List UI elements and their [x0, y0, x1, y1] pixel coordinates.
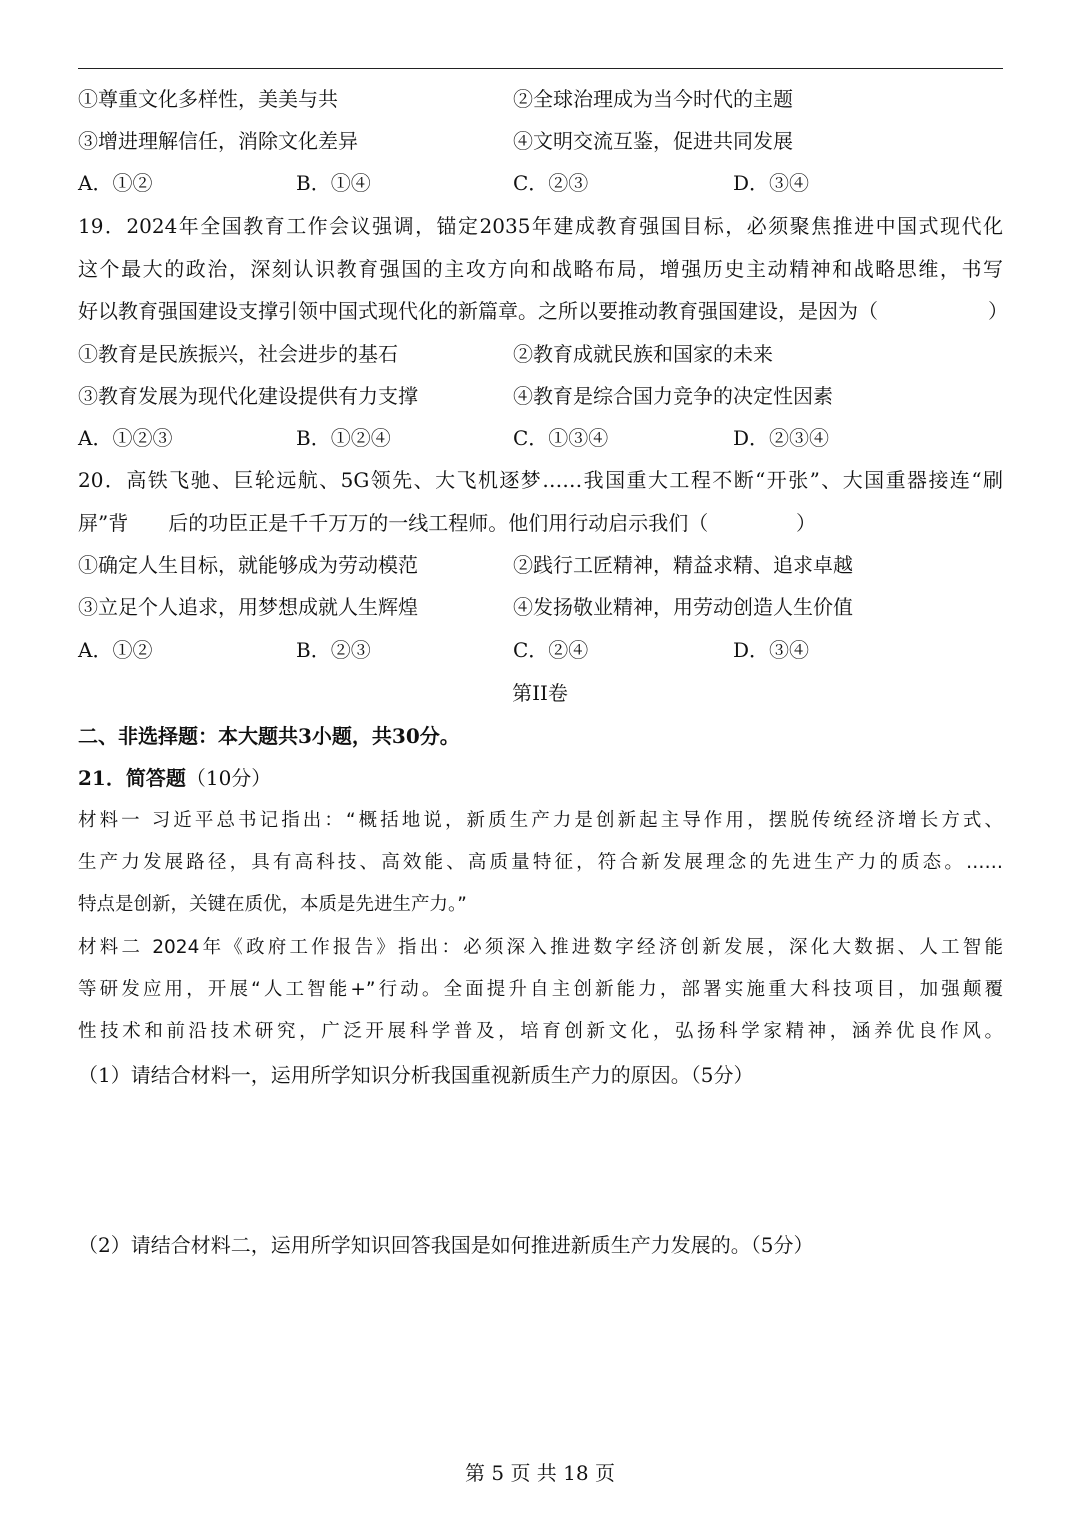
header-rule — [78, 68, 1003, 69]
q20-item-2: ②践行工匠精神，精益求精、追求卓越 — [513, 553, 853, 577]
q18-item-4: ④文明交流互鉴，促进共同发展 — [513, 129, 793, 153]
q18-item-2: ②全球治理成为当今时代的主题 — [513, 87, 793, 111]
q19-option-d: D．②③④ — [733, 426, 830, 450]
q20-stem-text-a: 屏”背 — [78, 511, 129, 535]
q19-stem-text: 好以教育强国建设支撑引领中国式现代化的新篇章。之所以要推动教育强国建设，是因为（ — [78, 299, 878, 323]
q20-answer-paren-close: ） — [796, 511, 816, 535]
q21-title-label: 21．简答题 — [78, 766, 186, 790]
q21-material-2-line-3: 性技术和前沿技术研究，广泛开展科学普及，培育创新文化，弘扬科学家精神，涵养优良作风。 — [78, 1021, 1003, 1042]
q19-item-4: ④教育是综合国力竞争的决定性因素 — [513, 384, 833, 408]
q21-title-score: （10分） — [185, 766, 272, 790]
q20-option-a: A．①② — [78, 638, 153, 662]
q18-item-1: ①尊重文化多样性，美美与共 — [78, 87, 338, 111]
q20-stem-line-2 — [78, 508, 708, 538]
q20-option-c: C．②④ — [513, 638, 589, 662]
q20-stem-text-b: 后的功臣正是千千万万的一线工程师。他们用行动启示我们（ — [168, 511, 709, 535]
q19-stem-line-2: 这个最大的政治，深刻认识教育强国的主攻方向和战略布局，增强历史主动精神和战略思维，书写 — [78, 257, 1003, 281]
q19-item-2: ②教育成就民族和国家的未来 — [513, 342, 773, 366]
q21-title — [78, 763, 271, 793]
q21-sub-question-2: （2）请结合材料二，运用所学知识回答我国是如何推进新质生产力发展的。（5分） — [78, 1233, 814, 1257]
q21-material-1-line-3: 特点是创新，关键在质优，本质是先进生产力。” — [78, 894, 467, 915]
q20-item-4: ④发扬敬业精神，用劳动创造人生价值 — [513, 595, 853, 619]
q20-option-b: B．②③ — [296, 638, 371, 662]
q21-material-1-line-2: 生产力发展路径，具有高科技、高效能、高质量特征，符合新发展理念的先进生产力的质态。…… — [78, 852, 1003, 873]
volume-title: 第II卷 — [512, 681, 568, 705]
q21-sub-question-1: （1）请结合材料一，运用所学知识分析我国重视新质生产力的原因。（5分） — [78, 1063, 754, 1087]
q18-option-a: A．①② — [78, 171, 153, 195]
q20-option-d: D．③④ — [733, 638, 810, 662]
q19-stem-line-1: 19．2024年全国教育工作会议强调，锚定2035年建成教育强国目标，必须聚焦推进中国式现代化 — [78, 214, 1003, 238]
q20-stem-line-1: 20．高铁飞驰、巨轮远航、5G领先、大飞机逐梦……我国重大工程不断“开张”、大国重器接连“刷 — [78, 468, 1003, 492]
q19-item-3: ③教育发展为现代化建设提供有力支撑 — [78, 384, 418, 408]
q20-item-1: ①确定人生目标，就能够成为劳动模范 — [78, 553, 418, 577]
q19-item-1: ①教育是民族振兴，社会进步的基石 — [78, 342, 398, 366]
q20-item-3: ③立足个人追求，用梦想成就人生辉煌 — [78, 595, 418, 619]
q19-option-c: C．①③④ — [513, 426, 609, 450]
q19-option-b: B．①②④ — [296, 426, 391, 450]
section-heading: 二、非选择题：本大题共3小题，共30分。 — [78, 724, 460, 748]
q18-option-d: D．③④ — [733, 171, 810, 195]
q19-answer-paren-close: ） — [988, 299, 1008, 323]
q18-option-c: C．②③ — [513, 171, 589, 195]
q19-stem-line-3 — [78, 296, 878, 326]
q21-material-1-line-1: 材料一 习近平总书记指出：“概括地说，新质生产力是创新起主导作用，摆脱传统经济增长方式、 — [78, 810, 1003, 831]
q19-option-a: A．①②③ — [78, 426, 173, 450]
q21-material-2-line-1: 材料二 2024年《政府工作报告》指出：必须深入推进数字经济创新发展，深化大数据、人工智能 — [78, 937, 1003, 958]
q21-material-2-line-2: 等研发应用，开展“人工智能+”行动。全面提升自主创新能力，部署实施重大科技项目，加强颠覆 — [78, 979, 1003, 1000]
page-number: 第 5 页 共 18 页 — [465, 1461, 615, 1485]
q18-item-3: ③增进理解信任，消除文化差异 — [78, 129, 358, 153]
q18-option-b: B．①④ — [296, 171, 371, 195]
